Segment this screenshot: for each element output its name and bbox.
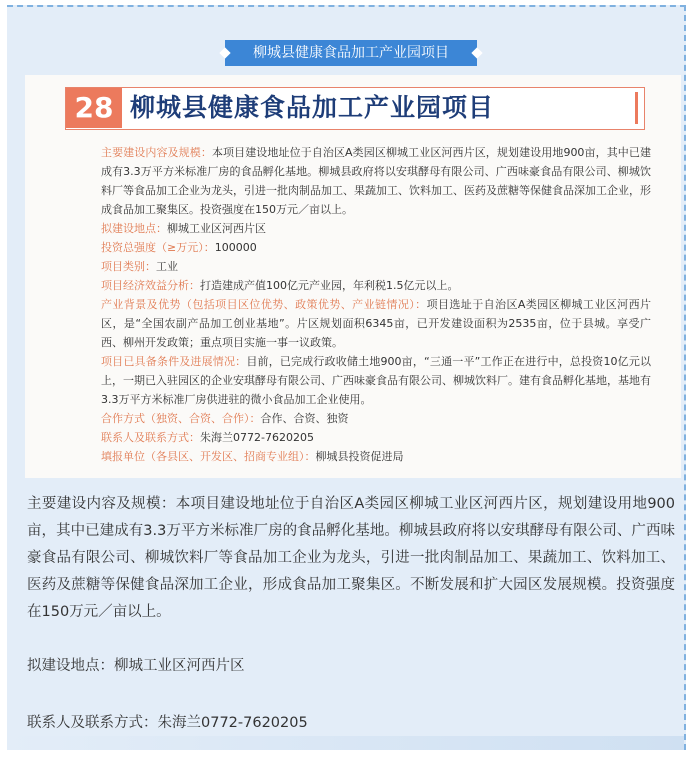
detail-row <box>79 219 651 238</box>
section-banner: 柳城县健康食品加工产业园项目 <box>225 40 477 66</box>
detail-value: 目前，已完成行政收储土地900亩，“三通一平”工作正在进行中，总投资10亿元以上，一期已入驻园区的企业安琪酵母有限公司、广西味豪食品有限公司、柳城饮料厂。建有食品孵化基地，基地有3.3万平方米标准厂房供进驻的微小食品加工企业使用。 <box>101 355 652 406</box>
detail-label: 主要建设内容及规模： <box>101 146 212 159</box>
content-frame <box>7 5 686 750</box>
detail-value: 本项目建设地址位于自治区A类园区柳城工业区河西片区，规划建设用地900亩，其中已建成有3.3万平方米标准厂房的食品孵化基地。柳城县政府将以安琪酵母有限公司、广西味豪食品有限公司、柳城饮料厂等食品加工企业为龙头，引进一批肉制品加工、果蔬加工、饮料加工、医药及蔗糖等保健食品深加工企业，形成食品加工聚集区。投资强度在150万元／亩以上。 <box>101 146 651 216</box>
paragraph-scope: 主要建设内容及规模：本项目建设地址位于自治区A类园区柳城工业区河西片区，规划建设用地900亩，其中已建成有3.3万平方米标准厂房的食品孵化基地。柳城县政府将以安琪酵母有限公司、广西味豪食品有限公司、柳城饮料厂等食品加工企业为龙头，引进一批肉制品加工、果蔬加工、饮料加工、医药及蔗糖等保健食品深加工企业，形成食品加工聚集区。不断发展和扩大园区发展规模。投资强度在150万元／亩以上。 <box>27 496 675 620</box>
detail-label: 联系人及联系方式： <box>101 431 200 444</box>
project-details <box>79 143 651 466</box>
detail-row <box>79 352 651 409</box>
detail-row <box>79 409 651 428</box>
detail-label: 填报单位（各县区、开发区、招商专业组）： <box>101 450 316 463</box>
detail-label: 项目已具备条件及进展情况： <box>101 355 247 368</box>
detail-value: 柳城县投资促进局 <box>315 450 404 463</box>
article-text <box>27 491 675 737</box>
detail-value: 工业 <box>156 260 178 273</box>
detail-label: 合作方式（独资、合资、合作）： <box>101 412 261 425</box>
project-card-image <box>25 75 681 478</box>
detail-row <box>79 447 651 466</box>
detail-row <box>79 238 651 257</box>
detail-row <box>79 143 651 219</box>
paragraph-contact: 联系人及联系方式：朱海兰0772-7620205 <box>27 715 308 731</box>
detail-label: 拟建设地点： <box>101 222 167 235</box>
detail-value: 打造建成产值100亿元产业园，年利税1.5亿元以上。 <box>200 279 459 292</box>
detail-row <box>79 295 651 352</box>
project-number: 28 <box>66 88 122 128</box>
detail-row <box>79 428 651 447</box>
detail-value: 合作、合资、独资 <box>260 412 349 425</box>
detail-value: 朱海兰0772-7620205 <box>200 431 314 444</box>
detail-value: 100000 <box>214 241 257 254</box>
detail-label: 产业背景及优势（包括项目区位优势、政策优势、产业链情况）： <box>101 298 427 311</box>
detail-row <box>79 257 651 276</box>
detail-label: 项目类别： <box>101 260 156 273</box>
detail-value: 柳城工业区河西片区 <box>167 222 266 235</box>
project-title: 柳城县健康食品加工产业园项目 <box>130 93 495 122</box>
paragraph-location: 拟建设地点：柳城工业区河西片区 <box>27 658 245 674</box>
detail-label: 项目经济效益分析： <box>101 279 200 292</box>
detail-row <box>79 276 651 295</box>
title-accent-stripe <box>635 92 638 124</box>
detail-value: 项目选址于自治区A类园区柳城工业区河西片区，是“全国农副产品加工创业基地”。片区规划面积6345亩，已开发建设面积为2535亩，位于县城。享受广西、柳州开发政策；重点项目实施一事一议政策。 <box>101 298 651 349</box>
detail-label: 投资总强度（≥万元）： <box>101 241 215 254</box>
project-title-bar <box>65 87 645 130</box>
